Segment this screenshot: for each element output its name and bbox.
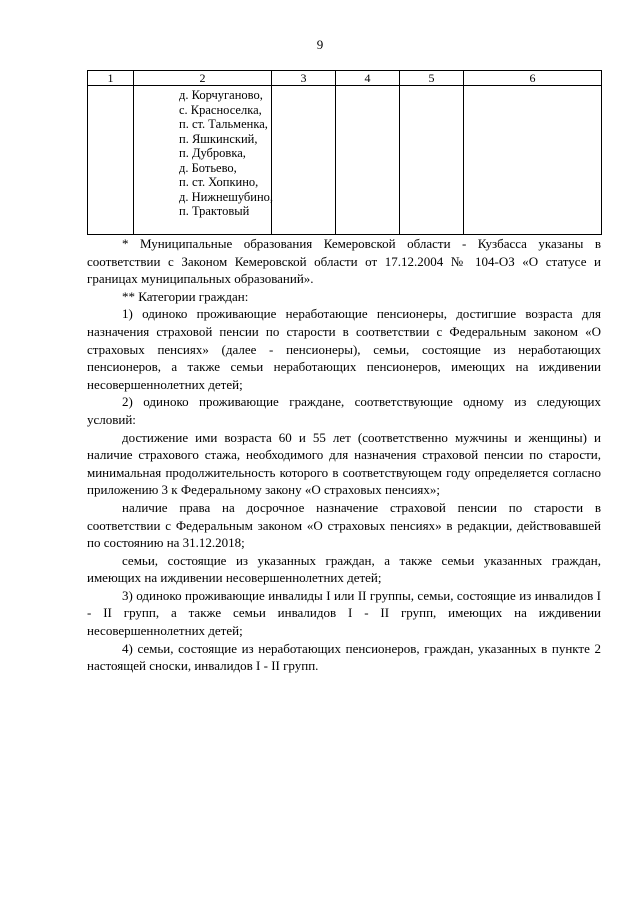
category-2-condition-age: достижение ими возраста 60 и 55 лет (соответственно мужчины и женщины) и наличие страхового стажа, необходимого для назначения страховой пенсии по старости, минимальная продолжительность которого в соответствующем году определяется согласно приложению 3 к Федеральному закону «О страховых пенсиях»; bbox=[87, 429, 601, 498]
continuation-table bbox=[87, 70, 602, 235]
column-number-row bbox=[88, 71, 602, 86]
page-number: 9 bbox=[316, 37, 324, 52]
list-item: д. Нижнешубино, bbox=[179, 189, 274, 204]
list-item: п. Дубровка, bbox=[179, 146, 246, 160]
category-2-families: семьи, состоящие из указанных граждан, а также семьи указанных граждан, имеющих на иждивении несовершеннолетних детей; bbox=[87, 552, 601, 586]
table-cell-places bbox=[134, 86, 272, 235]
footnotes bbox=[87, 235, 601, 675]
category-3: 3) одиноко проживающие инвалиды I или II группы, семьи, состоящие из инвалидов I - II групп, а также семьи инвалидов I - II групп, имеющих на иждивении несовершеннолетних детей; bbox=[87, 587, 601, 639]
settlement-list bbox=[134, 86, 274, 219]
category-1: 1) одиноко проживающие неработающие пенсионеры, достигшие возраста для назначения страховой пенсии по старости в соответствии с Федеральным законом «О страховых пенсиях» (далее - пенсионеры), семьи, состоящие из неработающих пенсионеров, а также семьи неработающих пенсионеров, имеющих на иждивении несовершеннолетних детей; bbox=[87, 306, 601, 392]
list-item: д. Ботьево, bbox=[179, 160, 237, 175]
column-number: 1 bbox=[88, 71, 134, 86]
list-item: п. ст. Тальменка, bbox=[179, 117, 268, 131]
category-4: 4) семьи, состоящие из неработающих пенсионеров, граждан, указанных в пункте 2 настоящей сноски, инвалидов I - II групп. bbox=[87, 640, 601, 674]
list-item: п. Трактовый bbox=[179, 204, 250, 218]
category-2: 2) одиноко проживающие граждане, соответствующие одному из следующих условий: bbox=[87, 394, 601, 427]
list-item: с. Красноселка, bbox=[179, 102, 262, 117]
category-2-condition-early: наличие права на досрочное назначение страховой пенсии по старости в соответствии с Федеральным законом «О страховых пенсиях» в редакции, действовавшей по состоянию на 31.12.2018; bbox=[87, 499, 601, 551]
footnote-categories-heading: ** Категории граждан: bbox=[122, 288, 249, 304]
column-number: 3 bbox=[272, 71, 336, 86]
table-row bbox=[88, 86, 602, 235]
list-item: п. ст. Хопкино, bbox=[179, 175, 259, 189]
table-cell bbox=[272, 86, 336, 235]
list-item: п. Яшкинский, bbox=[179, 131, 258, 146]
column-number: 5 bbox=[400, 71, 464, 86]
table-cell bbox=[88, 86, 134, 235]
column-number: 6 bbox=[464, 71, 602, 86]
footnote-municipalities: * Муниципальные образования Кемеровской области - Кузбасса указаны в соответствии с Законом Кемеровской области от 17.12.2004 № 104-ОЗ «О статусе и границах муниципальных образований». bbox=[87, 236, 601, 287]
list-item: д. Корчуганово, bbox=[179, 88, 263, 102]
column-number: 2 bbox=[134, 71, 272, 86]
table-cell bbox=[400, 86, 464, 235]
table-cell bbox=[464, 86, 602, 235]
table-cell bbox=[336, 86, 400, 235]
column-number: 4 bbox=[336, 71, 400, 86]
